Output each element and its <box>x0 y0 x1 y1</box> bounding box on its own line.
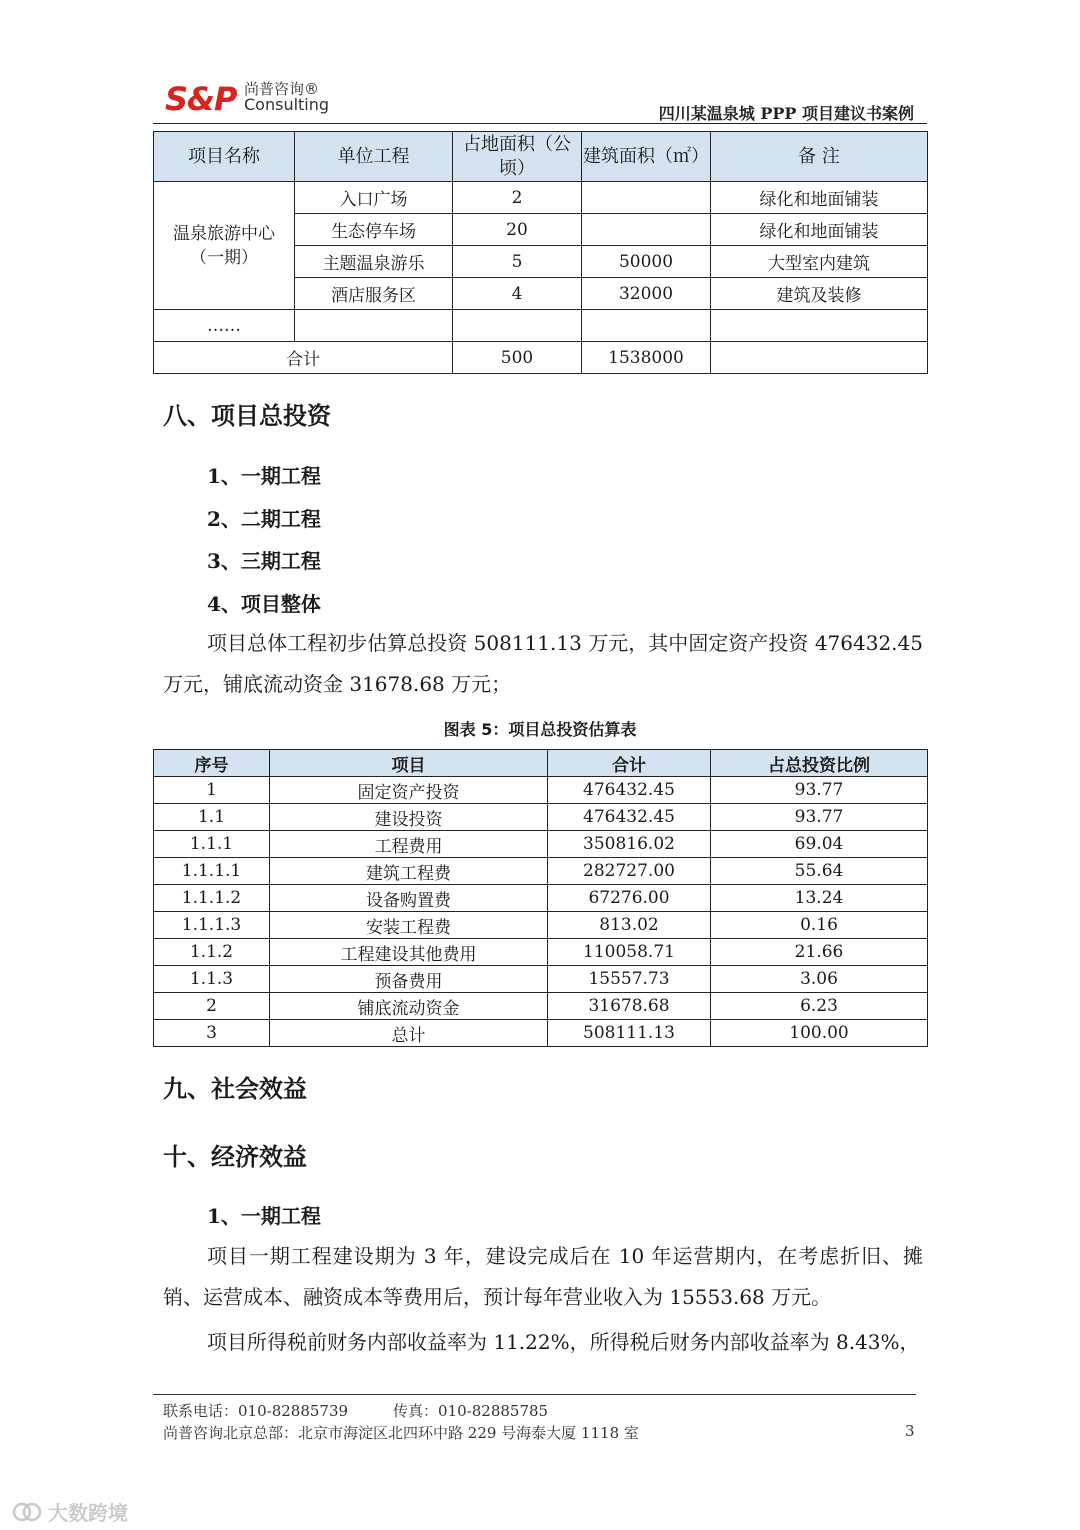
table-cell: 100.00 <box>711 1020 928 1047</box>
table-cell: 476432.45 <box>548 804 711 831</box>
total-note <box>711 342 928 374</box>
table-cell <box>295 310 453 342</box>
table-cell: 350816.02 <box>548 831 711 858</box>
table-cell: 1.1.1.1 <box>154 858 270 885</box>
table-cell: 建筑工程费 <box>270 858 548 885</box>
table-cell: 主题温泉游乐 <box>295 246 453 278</box>
table-cell: 设备购置费 <box>270 885 548 912</box>
ellipsis-cell: …… <box>154 310 295 342</box>
table-cell: 工程费用 <box>270 831 548 858</box>
table-cell <box>453 310 582 342</box>
section-heading: 八、项目总投资 <box>163 401 331 430</box>
table-header-cell: 备 注 <box>711 132 928 182</box>
table-row <box>154 777 928 804</box>
table-cell: 0.16 <box>711 912 928 939</box>
table-cell: 1.1.1 <box>154 831 270 858</box>
group-phase: （一期） <box>190 247 258 268</box>
table-cell: 5 <box>453 246 582 278</box>
table-cell <box>582 310 711 342</box>
table-cell: 1.1.1.2 <box>154 885 270 912</box>
table-cell <box>711 310 928 342</box>
table-header-cell: 项目 <box>270 750 548 777</box>
table-cell: 绿化和地面铺装 <box>711 214 928 246</box>
table-cell: 6.23 <box>711 993 928 1020</box>
table-cell: 67276.00 <box>548 885 711 912</box>
table-cell: 21.66 <box>711 939 928 966</box>
table-cell: 1.1.3 <box>154 966 270 993</box>
subsection-heading: 3、三期工程 <box>207 549 321 573</box>
table-cell: 55.64 <box>711 858 928 885</box>
table-cell: 32000 <box>582 278 711 310</box>
group-name-cell <box>154 182 295 310</box>
table-cell: 50000 <box>582 246 711 278</box>
table-header-cell: 单位工程 <box>295 132 453 182</box>
logo-chinese-name: 尚普咨询® <box>244 80 320 98</box>
table-header-cell: 占地面积（公顷） <box>453 132 582 182</box>
subsection-heading: 2、二期工程 <box>207 507 321 531</box>
table-caption: 图表 5：项目总投资估算表 <box>443 720 637 739</box>
table-cell: 入口广场 <box>295 182 453 214</box>
table-cell: 1 <box>154 777 270 804</box>
section-heading: 十、经济效益 <box>163 1142 307 1171</box>
table-cell: 2 <box>453 182 582 214</box>
table-cell: 大型室内建筑 <box>711 246 928 278</box>
table-header-row <box>154 750 928 777</box>
table-cell <box>582 214 711 246</box>
construction-table <box>153 131 928 374</box>
table-header-row <box>154 132 928 182</box>
table-row <box>154 966 928 993</box>
table-row <box>154 939 928 966</box>
table-row <box>154 831 928 858</box>
table-row <box>154 858 928 885</box>
subsection-heading: 1、一期工程 <box>207 1204 321 1228</box>
subsection-heading: 4、项目整体 <box>207 592 321 616</box>
total-row <box>154 342 928 374</box>
table-cell: 282727.00 <box>548 858 711 885</box>
document-title: 四川某温泉城 PPP 项目建议书案例 <box>658 104 914 123</box>
table-cell: 3.06 <box>711 966 928 993</box>
table-cell: 15557.73 <box>548 966 711 993</box>
table-header-cell: 建筑面积（㎡） <box>582 132 711 182</box>
table-cell: 13.24 <box>711 885 928 912</box>
table-cell: 生态停车场 <box>295 214 453 246</box>
total-building-area: 1538000 <box>582 342 711 374</box>
table-header-cell: 项目名称 <box>154 132 295 182</box>
table-cell: 69.04 <box>711 831 928 858</box>
table-cell: 建设投资 <box>270 804 548 831</box>
table-row <box>154 310 928 342</box>
investment-estimate-table <box>153 749 928 1047</box>
table-row <box>154 1020 928 1047</box>
footer-divider <box>153 1394 916 1395</box>
table-header-cell: 占总投资比例 <box>711 750 928 777</box>
table-cell: 93.77 <box>711 804 928 831</box>
section-heading: 九、社会效益 <box>163 1074 307 1103</box>
table-cell: 813.02 <box>548 912 711 939</box>
table-cell: 总计 <box>270 1020 548 1047</box>
watermark-text: 大数跨境 <box>48 1501 128 1525</box>
table-header-cell: 合计 <box>548 750 711 777</box>
watermark <box>12 1497 128 1526</box>
table-cell: 3 <box>154 1020 270 1047</box>
table-cell: 安装工程费 <box>270 912 548 939</box>
table-cell: 110058.71 <box>548 939 711 966</box>
table-row <box>154 993 928 1020</box>
subsection-heading: 1、一期工程 <box>207 464 321 488</box>
table-cell: 1.1 <box>154 804 270 831</box>
table-row <box>154 182 928 214</box>
table-cell: 铺底流动资金 <box>270 993 548 1020</box>
watermark-logo-icon <box>12 1500 42 1524</box>
table-cell: 31678.68 <box>548 993 711 1020</box>
page-number: 3 <box>905 1422 915 1440</box>
table-cell <box>582 182 711 214</box>
table-cell: 建筑及装修 <box>711 278 928 310</box>
company-logo: S&P <box>165 80 237 118</box>
table-header-cell: 序号 <box>154 750 270 777</box>
logo-english-name: Consulting <box>244 95 330 114</box>
table-cell: 20 <box>453 214 582 246</box>
table-cell: 固定资产投资 <box>270 777 548 804</box>
total-area: 500 <box>453 342 582 374</box>
table-cell: 绿化和地面铺装 <box>711 182 928 214</box>
table-row <box>154 912 928 939</box>
table-row <box>154 885 928 912</box>
table-cell: 酒店服务区 <box>295 278 453 310</box>
table-cell: 476432.45 <box>548 777 711 804</box>
footer-contact: 联系电话：010-82885739 传真：010-82885785 <box>163 1402 549 1420</box>
table-cell: 1.1.1.3 <box>154 912 270 939</box>
irr-paragraph: 项目所得税前财务内部收益率为 11.22%，所得税后财务内部收益率为 8.43%， <box>207 1330 920 1354</box>
group-name: 温泉旅游中心 <box>173 223 275 244</box>
investment-paragraph: 项目总体工程初步估算总投资 508111.13 万元，其中固定资产投资 476432.45 万元，铺底流动资金 31678.68 万元； <box>163 631 923 696</box>
table-cell: 工程建设其他费用 <box>270 939 548 966</box>
table-cell: 预备费用 <box>270 966 548 993</box>
economic-paragraph: 项目一期工程建设期为 3 年，建设完成后在 10 年运营期内，在考虑折旧、摊销、运营成本、融资成本等费用后，预计每年营业收入为 15553.68 万元。 <box>163 1244 923 1309</box>
table-cell: 508111.13 <box>548 1020 711 1047</box>
footer-address: 尚普咨询北京总部：北京市海淀区北四环中路 229 号海泰大厦 1118 室 <box>163 1424 639 1442</box>
table-cell: 2 <box>154 993 270 1020</box>
total-label: 合计 <box>154 342 453 374</box>
header-divider <box>153 123 927 124</box>
table-cell: 1.1.2 <box>154 939 270 966</box>
table-row <box>154 804 928 831</box>
table-cell: 93.77 <box>711 777 928 804</box>
table-cell: 4 <box>453 278 582 310</box>
